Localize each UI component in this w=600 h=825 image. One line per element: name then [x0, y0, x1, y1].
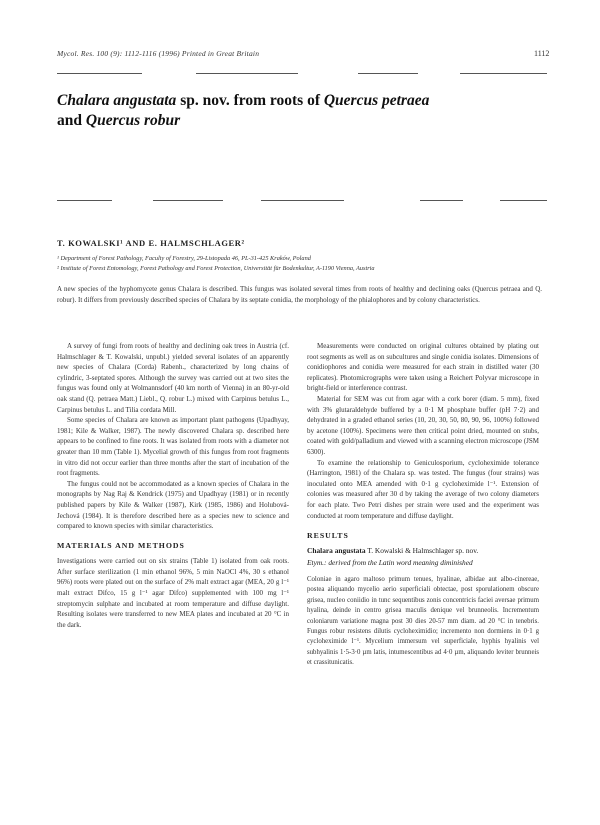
- section-heading-methods: MATERIALS AND METHODS: [57, 540, 185, 550]
- paragraph: Investigations were carried out on six strains (Table 1) isolated from oak roots. After surface sterilization (1 min ethanol 96%, 5 min NaOCl 4%, 30 s ethanol 96%) roots were plated out on the surface of 2% malt extract agar (MEA, 20 g l⁻¹ malt extract Difco, 15 g l⁻¹ agar Difco) supplemented with 100 mg l⁻¹ streptomycin sulphate and incubated at room temperature and diffuse daylight. Resulting isolates were transferred to new MEA plates and incubated at 20 °C in the dark.: [57, 557, 289, 629]
- title-rule: [57, 200, 112, 201]
- paragraph: The fungus could not be accommodated as a known species of Chalara in the monographs by Nag Raj & Kendrick (1975) and Upadhyay (1981) or in recently published papers by Kile & Walker (1987), Kirk (1985, 1986) and Holubová-Jechová (1984). It is therefore described here as a species new to science and compared to known species with similar characteristics.: [57, 479, 289, 531]
- species-heading: [307, 546, 539, 557]
- affiliation: ¹ Department of Forest Pathology, Faculty of Forestry, 29-Listopada 46, PL-31-425 Kraków, Poland: [57, 255, 311, 262]
- running-head: Mycol. Res. 100 (9): 1112-1116 (1996) Printed in Great Britain: [57, 49, 260, 58]
- species-authority: T. Kowalski & Halmschlager sp. nov.: [365, 545, 479, 555]
- left-column: [57, 341, 289, 630]
- etymology: Etym.: derived from the Latin word meaning diminished: [307, 558, 473, 568]
- species-name: Chalara angustata: [307, 545, 366, 555]
- page-number: 1112: [534, 49, 550, 58]
- authors: T. KOWALSKI¹ AND E. HALMSCHLAGER²: [57, 238, 245, 248]
- paragraph: Material for SEM was cut from agar with a cork borer (diam. 5 mm), fixed with 3% glutaraldehyde buffered by a 0·1 M phosphate buffer (pH 7·2) and dehydrated in a graded ethanol series (10, 20, 30, 50, 80, 90, 96, 100%) followed by acetone (100%). Specimens were then critical point dried, mounted on stubs, coated with gold/palladium and viewed with a scanning electron microscope (JSM 6300).: [307, 394, 539, 456]
- header-rule: [57, 73, 142, 74]
- section-heading-results: RESULTS: [307, 531, 349, 541]
- title-rule: [500, 200, 547, 201]
- title-rule: [261, 200, 344, 201]
- latin-diagnosis: Coloniae in agaro maltoso primum tenues, hyalinae, albidae aut albo-cinereae, postea aliquando mycelio aerio superficiali obtectae, post sporulationem obscure grisea, nucleo coniidio in tunc sequentibus zonis concentricis faciei aversae primum hyalina, deinde in centro grisea maculis denique vel brunneolis. Incrementum coloniarum variatione magna post 30 dies 20-57 mm diam. ad 20 °C in tenebris. Fungus robur resistens dilutis cycloheximidio; incremento non dormiens in 0·1 g cycloheximide l⁻¹. Mycelium immersum vel superficiale, hyphis hyalinis vel subhyalinis 1·5-3·0 µm latis, intumescentibus ad 4·0 µm, aliquando leviter brunneis et crassitunicatis.: [307, 575, 539, 667]
- right-column: [307, 341, 539, 669]
- paragraph: Some species of Chalara are known as important plant pathogens (Upadhyay, 1981; Kile & Walker, 1987). The newly discovered Chalara sp. described here appears to be confined to fine roots. It was isolated from roots with a diameter not greater than 10 mm (Table 1). Mycelial growth of this fungus from root fragments in vitro did not occur earlier than three months after the start of incubation of the root fragments.: [57, 416, 289, 478]
- header-rule: [196, 73, 298, 74]
- paragraph: Measurements were conducted on original cultures obtained by plating out root segments as well as on subcultures and single conidia isolates. Dimensions of conidiophores and conidia were measured for each strain in distilled water (30 replicates). Photomicrographs were taken using a Reichert Polyvar microscope in bright-field or interference contrast.: [307, 342, 539, 393]
- abstract: A new species of the hyphomycete genus Chalara is described. This fungus was isolated several times from roots of healthy and declining oaks (Quercus petraea and Q. robur). It differs from previously described species of Chalara by its septate conidia, the morphology of the phialophores and by colony characteristics.: [57, 285, 542, 304]
- paragraph: A survey of fungi from roots of healthy and declining oak trees in Austria (cf. Halmschlager & T. Kowalski, unpubl.) yielded several isolates of an apparently new species of Chalara (Corda) Rabenh., characterized by long chains of cylindric, 3-septated spores. Although the survey was carried out at two sites the fungus was found only at Wolmannsdorf (40 km north of Vienna) in an 80-yr-old oak stand (Q. petraea Matt.) Liebl., Q. robur L.) mixed with Carpinus betulus L., Carpinus betulus L. and Tilia cordata Mill.: [57, 342, 289, 414]
- header-rule: [460, 73, 547, 74]
- header-rule: [358, 73, 418, 74]
- affiliation: ² Institute of Forest Entomology, Forest Pathology and Forest Protection, Universität für Bodenkultur, A-1190 Vienna, Austria: [57, 265, 375, 272]
- article-title: Chalara angustata sp. nov. from roots of Quercus petraea and Quercus robur: [57, 92, 430, 129]
- paragraph: To examine the relationship to Geniculosporium, cycloheximide tolerance (Harrington, 1981) of the Chalara sp. was tested. The fungus (four strains) was inoculated onto MEA amended with 0·1 g cycloheximide l⁻¹. Extension of colonies was measured after 30 d by taking the average of two colony diameters for each plate. Two Petri dishes per strain were used and the experiment was conducted at room temperature and diffuse daylight.: [307, 458, 539, 520]
- title-rule: [153, 200, 223, 201]
- title-rule: [420, 200, 463, 201]
